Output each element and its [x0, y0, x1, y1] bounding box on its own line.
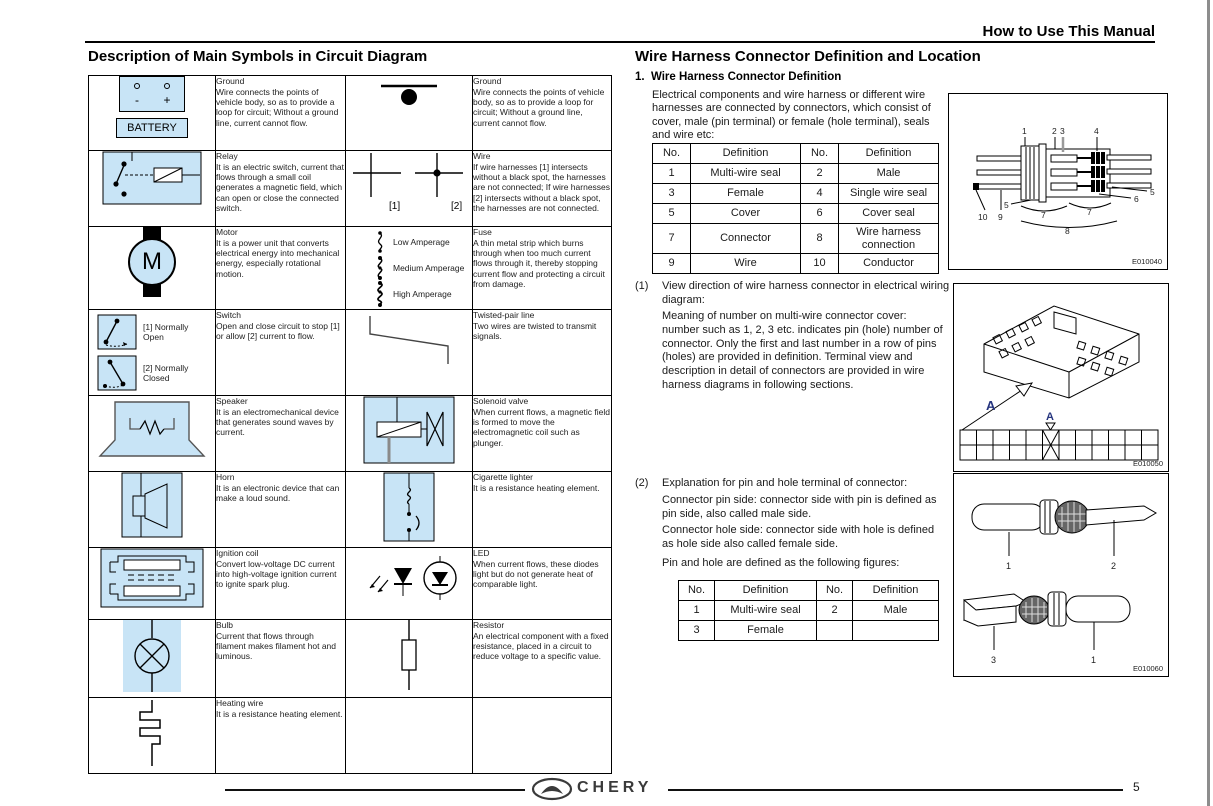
symbol-description: Ignition coil Convert low-voltage DC current into high-voltage ignition current to ignite spark plug.: [216, 548, 346, 620]
led-icon: [350, 548, 468, 604]
svg-text:5: 5: [1150, 187, 1155, 197]
switch-normally-closed-icon: [97, 355, 137, 391]
symbol-description: Relay It is an electric switch, current that flows through a small coil generates a magnetic field, which can open or close the connected switch.: [216, 151, 346, 227]
table-row: [89, 227, 612, 310]
symbol-description: Twisted-pair line Two wires are twisted to transmit signals.: [473, 310, 612, 396]
empty-cell: [473, 698, 612, 774]
fuse-medium-icon: [374, 256, 386, 280]
chery-logo-icon: [531, 777, 573, 801]
svg-text:7: 7: [1041, 210, 1046, 220]
symbol-description: Motor It is a power unit that converts electrical energy into mechanical energy, especially rotational motion.: [216, 227, 346, 310]
col-header: Definition: [839, 144, 939, 164]
ground-icon: [369, 76, 449, 112]
horn-symbol: [89, 472, 216, 548]
led-symbol: [346, 548, 473, 620]
terminal-drawing: [954, 474, 1166, 672]
item1-heading: [635, 71, 841, 83]
table-row: 9 Wire 10 Conductor: [653, 254, 939, 274]
svg-text:4: 4: [1094, 126, 1099, 136]
fuse-symbols: Low Amperage Medium Amperage High Amperage: [346, 227, 473, 310]
figure-code: E010040: [1131, 257, 1162, 266]
figure-code: E010050: [1132, 459, 1163, 468]
paragraph-2-title: Explanation for pin and hole terminal of connector:: [662, 477, 908, 489]
svg-text:7: 7: [1087, 207, 1092, 217]
figure-pin-hole-terminals: [953, 473, 1169, 677]
wire-crossing-symbol: [346, 151, 473, 227]
table-row: 1 Multi-wire seal 2 Male: [679, 601, 939, 621]
page-number: 5: [1133, 780, 1140, 794]
ignition-coil-symbol: [89, 548, 216, 620]
svg-text:3: 3: [1060, 126, 1065, 136]
ground-symbol: [346, 76, 473, 151]
table-row: 3 Female 4 Single wire seal: [653, 184, 939, 204]
view-direction-label-a: A: [986, 398, 996, 413]
svg-text:1: 1: [1022, 126, 1027, 136]
wire-crossing-icon: [349, 151, 469, 213]
relay-symbol: [89, 151, 216, 227]
battery-symbol: [89, 76, 216, 151]
connector-3d-drawing: [954, 284, 1166, 469]
wire-label-1: [1]: [389, 201, 401, 212]
wire-label-2: [2]: [451, 201, 463, 212]
table-row: 3 Female: [679, 621, 939, 641]
svg-text:-: -: [135, 93, 139, 107]
symbol-description: Ground Wire connects the points of vehicle body, so as to provide a loop for circuit; Without a ground line, current cannot flow.: [473, 76, 612, 151]
switch-label-1: [1] Normally Open: [143, 321, 189, 342]
connector-cross-section-drawing: [949, 94, 1165, 254]
col-header: Definition: [691, 144, 801, 164]
heating-wire-symbol: [89, 698, 216, 774]
symbol-description: Cigarette lighter It is a resistance heating element.: [473, 472, 612, 548]
speaker-symbol: [89, 396, 216, 472]
figure-code: E010060: [1132, 664, 1163, 673]
symbol-description: Fuse A thin metal strip which burns through when too much current flows through it, thereby stopping current flow and protecting a circuit from damage.: [473, 227, 612, 310]
svg-text:6: 6: [1134, 194, 1139, 204]
table-row: 1 Multi-wire seal 2 Male: [653, 164, 939, 184]
pin-hole-definition-table: [678, 580, 939, 641]
page-title: How to Use This Manual: [982, 23, 1155, 40]
twisted-pair-icon: [354, 310, 464, 368]
resistor-symbol: [346, 620, 473, 698]
symbol-description: Solenoid valve When current flows, a magnetic field is formed to move the electromagnetic coil such as plunger.: [473, 396, 612, 472]
paragraph-2-figures-note: Pin and hole are defined as the following figures:: [662, 557, 900, 569]
motor-brush-bottom: [143, 284, 161, 297]
cigarette-lighter-icon: [383, 472, 435, 542]
bulb-icon: [123, 620, 181, 692]
table-row: [89, 151, 612, 227]
terminal-label-3: 3: [991, 655, 997, 665]
paragraph-2-number: (2): [635, 477, 649, 489]
left-section-title: Description of Main Symbols in Circuit Diagram: [88, 48, 428, 65]
symbol-description: Speaker It is an electromechanical device that generates sound waves by current.: [216, 396, 346, 472]
symbol-description: Switch Open and close circuit to stop [1] or allow [2] current to flow.: [216, 310, 346, 396]
battery-label: BATTERY: [116, 118, 188, 138]
table-row: 7 Connector 8 Wire harness connection: [653, 224, 939, 254]
table-row: [89, 310, 612, 396]
col-header: No.: [679, 581, 715, 601]
horn-icon: [121, 472, 183, 538]
motor-letter: M: [142, 248, 162, 275]
speaker-icon: [90, 396, 214, 464]
switch-normally-open-icon: [97, 314, 137, 350]
terminal-label-1b: 1: [1091, 655, 1097, 665]
symbol-description: Bulb Current that flows through filament makes filament hot and luminous.: [216, 620, 346, 698]
table-row: [89, 76, 612, 151]
paragraph-2-hole-side: Connector hole side: connector side with hole is defined as hole side also called female side.: [662, 524, 935, 550]
paragraph-1-number: (1): [635, 280, 649, 292]
item1-number: 1.: [635, 71, 645, 83]
fuse-high-icon: [374, 281, 386, 307]
symbol-description: Resistor An electrical component with a fixed resistance, placed in a circuit to reduce voltage to a specific value.: [473, 620, 612, 698]
right-edge-scroll-bar[interactable]: [1207, 0, 1210, 806]
grid-label-a: A: [1046, 411, 1054, 423]
svg-text:10: 10: [978, 212, 988, 222]
symbol-description: Ground Wire connects the points of vehicle body, so as to provide a loop for circuit; Without a ground line, current cannot flow.: [216, 76, 346, 151]
svg-text:8: 8: [1065, 226, 1070, 236]
footer-rule-left: [225, 789, 525, 791]
table-row: [89, 698, 612, 774]
terminal-label-1: 1: [1006, 561, 1012, 571]
paragraph-1-body: Meaning of number on multi-wire connector cover: number such as 1, 2, 3 etc. indicates pin (hole) number of connector. Only the first and last number in a row of pins (holes) are provided in definition. Terminal view and description in detail of connectors are provided in wire harness diagrams in following sections.: [662, 310, 943, 391]
twisted-pair-symbol: [346, 310, 473, 396]
connector-definition-table: [652, 143, 939, 274]
symbols-table: [88, 75, 612, 774]
symbol-description: Wire If wire harnesses [1] intersects without a black spot, the harnesses are not connected; If wire harnesses [2] intersects without a black spot, the harnesses are not connected.: [473, 151, 612, 227]
col-header: No.: [653, 144, 691, 164]
col-header: Definition: [715, 581, 817, 601]
motor-symbol: [89, 227, 216, 310]
col-header: Definition: [853, 581, 939, 601]
header-divider: [85, 41, 1155, 43]
paragraph-1-title: View direction of wire harness connector in electrical wiring diagram:: [662, 280, 950, 306]
right-section-title: Wire Harness Connector Definition and Location: [635, 48, 981, 65]
table-row: [89, 548, 612, 620]
item1-title: Wire Harness Connector Definition: [650, 71, 842, 83]
brand-name: CHERY: [577, 779, 653, 796]
ignition-coil-icon: [100, 548, 204, 608]
table-row: [89, 472, 612, 548]
solenoid-valve-symbol: [346, 396, 473, 472]
figure-connector-cross-section: [948, 93, 1168, 270]
table-row: [89, 396, 612, 472]
col-header: No.: [817, 581, 853, 601]
figure-connector-view-direction: [953, 283, 1169, 472]
heating-wire-icon: [122, 698, 182, 768]
solenoid-valve-icon: [363, 396, 455, 464]
bulb-symbol: [89, 620, 216, 698]
col-header: No.: [801, 144, 839, 164]
symbol-description: Heating wire It is a resistance heating element.: [216, 698, 346, 774]
empty-cell: [346, 698, 473, 774]
battery-terminals-icon: [119, 76, 185, 112]
switch-symbols: [89, 310, 216, 396]
cigarette-lighter-symbol: [346, 472, 473, 548]
table-row: 5 Cover 6 Cover seal: [653, 204, 939, 224]
svg-text:9: 9: [998, 212, 1003, 222]
svg-text:5: 5: [1004, 200, 1009, 210]
relay-icon: [102, 151, 202, 205]
intro-paragraph: Electrical components and wire harness or different wire harnesses are connected by connectors, which consist of cover, male (pin terminal) or female (hole terminal), seals and wire etc:: [652, 89, 931, 142]
fuse-low-icon: [374, 230, 386, 254]
svg-text:+: +: [163, 93, 171, 107]
footer-rule-right: [668, 789, 1123, 791]
svg-text:2: 2: [1052, 126, 1057, 136]
symbol-description: LED When current flows, these diodes light but do not generate heat of comparable light.: [473, 548, 612, 620]
terminal-label-2: 2: [1111, 561, 1117, 571]
table-row: [89, 620, 612, 698]
paragraph-2-pin-side: Connector pin side: connector side with pin is defined as pin side, also called male side.: [662, 494, 937, 520]
motor-circle: [128, 238, 176, 286]
symbol-description: Horn It is an electronic device that can make a loud sound.: [216, 472, 346, 548]
switch-label-2: [2] Normally Closed: [143, 362, 189, 383]
resistor-icon: [394, 620, 424, 690]
